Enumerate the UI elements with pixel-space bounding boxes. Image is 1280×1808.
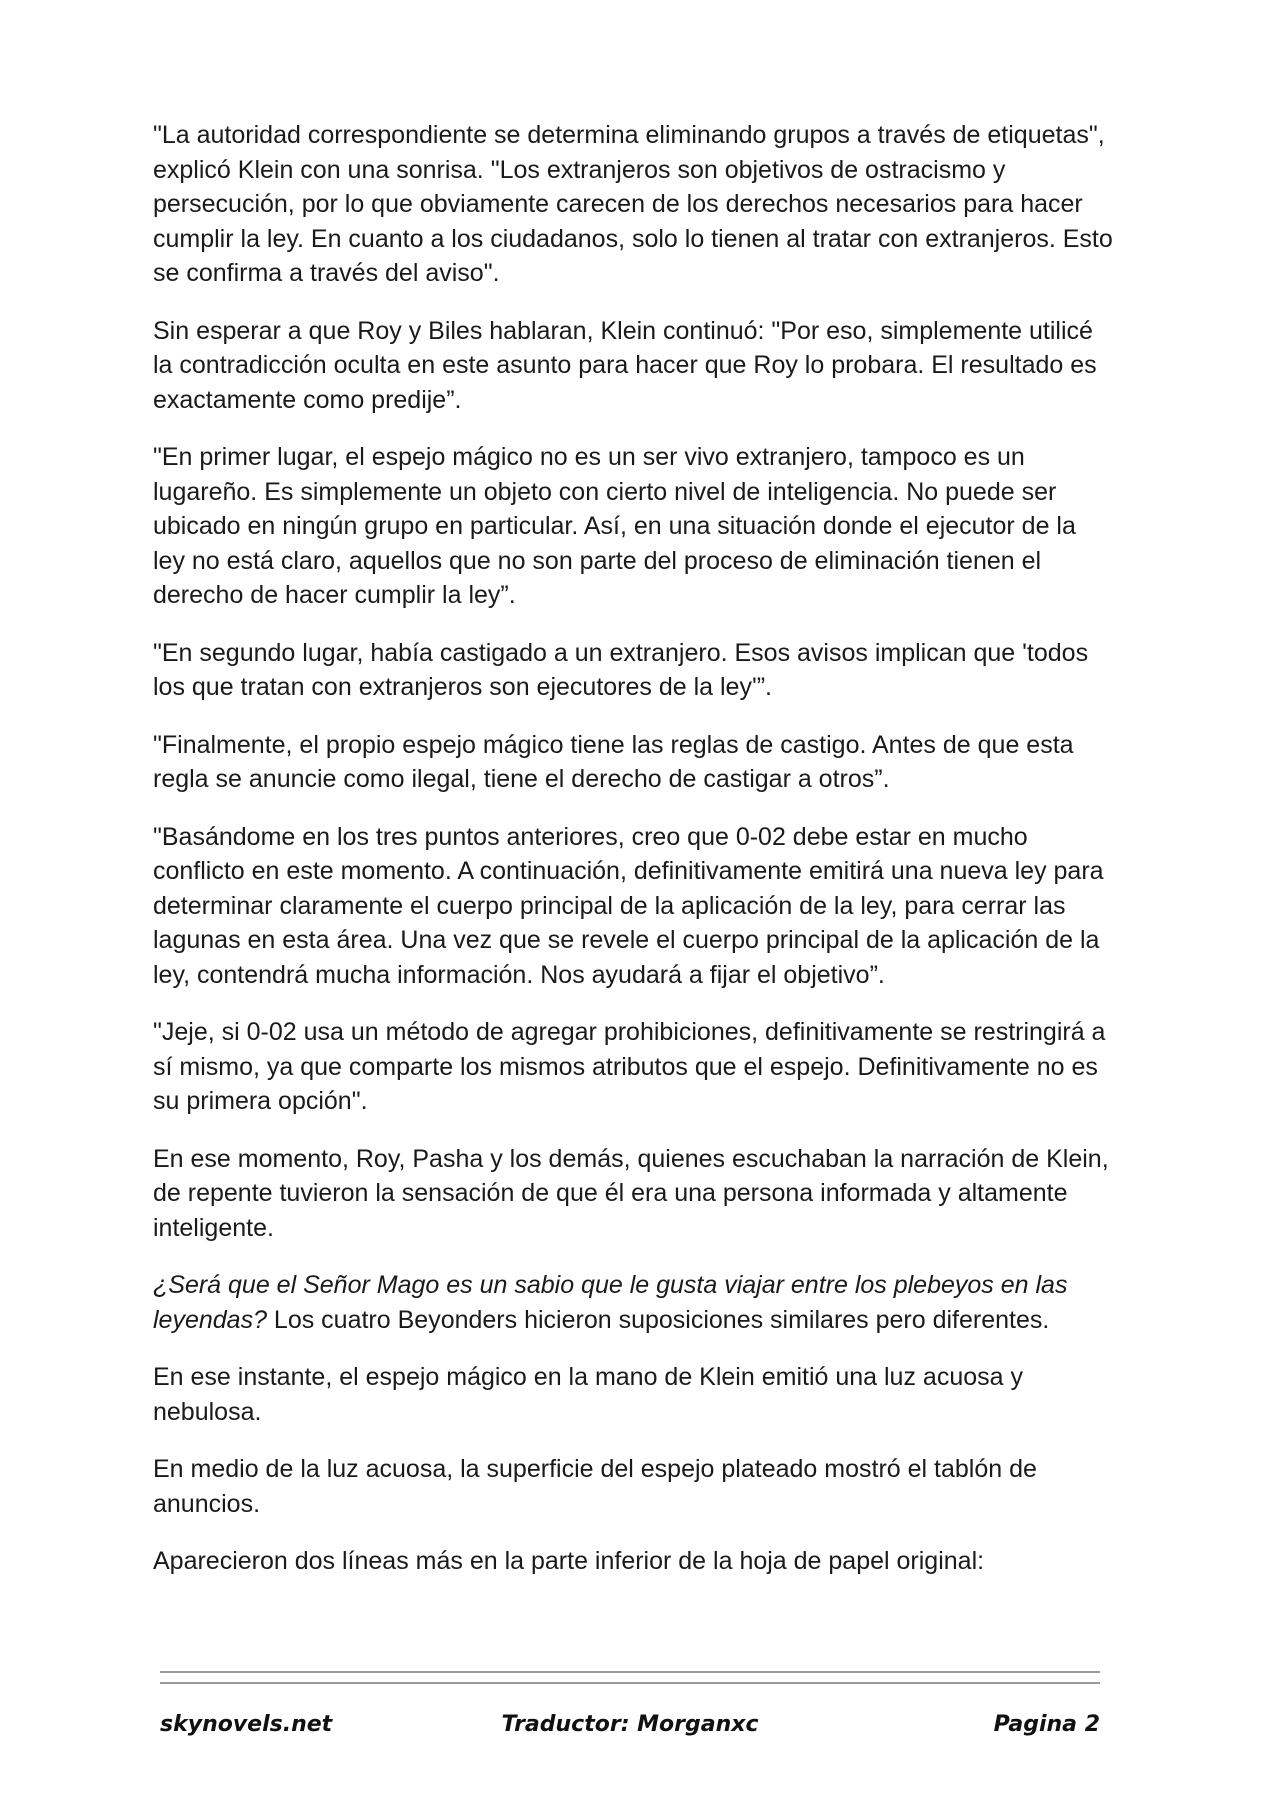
paragraph-9-text: Los cuatro Beyonders hicieron suposiciones similares pero diferentes. <box>266 1305 1050 1334</box>
paragraph-9-italic: ¿Será que el Señor Mago es un sabio que le gusta viajar entre los plebeyos en las leyendas? <box>153 1271 1068 1334</box>
footer-page-number: Pagina 2 <box>993 1712 1100 1737</box>
paragraph-7: "Jeje, si 0-02 usa un método de agregar prohibiciones, definitivamente se restringirá a sí mismo, ya que comparte los mismos atributos que el espejo. Definitivamente no es su primera opción". <box>153 1018 1106 1115</box>
paragraph-2: Sin esperar a que Roy y Biles hablaran, Klein continuó: "Por eso, simplemente utilicé la contradicción oculta en este asunto para hacer que Roy lo probara. El resultado es exactamente como predije”. <box>153 316 1097 414</box>
paragraph-9 <box>153 1268 1113 1337</box>
page-footer <box>160 1712 1100 1748</box>
paragraph-6: "Basándome en los tres puntos anteriores, creo que 0-02 debe estar en mucho conflicto en este momento. A continuación, definitivamente emitirá una nueva ley para determinar claramente el cuerpo principal de la aplicación de la ley, para cerrar las lagunas en esta área. Una vez que se revele el cuerpo principal de la aplicación de la ley, contendrá mucha información. Nos ayudará a fijar el objetivo”. <box>153 822 1104 989</box>
paragraph-11: En medio de la luz acuosa, la superficie del espejo plateado mostró el tablón de anuncios. <box>153 1455 1037 1518</box>
paragraph-8: En ese momento, Roy, Pasha y los demás, quienes escuchaban la narración de Klein, de repente tuvieron la sensación de que él era una persona informada y altamente inteligente. <box>153 1144 1109 1242</box>
paragraph-10: En ese instante, el espejo mágico en la mano de Klein emitió una luz acuosa y nebulosa. <box>153 1363 1023 1426</box>
paragraph-3: "En primer lugar, el espejo mágico no es un ser vivo extranjero, tampoco es un lugareño. Es simplemente un objeto con cierto nivel de inteligencia. No puede ser ubicado en ningún grupo en particular. Así, en una situación donde el ejecutor de la ley no está claro, aquellos que no son parte del proceso de eliminación tienen el derecho de hacer cumplir la ley”. <box>153 443 1076 609</box>
footer-divider-bottom <box>160 1682 1100 1684</box>
body-text <box>153 118 1113 1602</box>
paragraph-4: "En segundo lugar, había castigado a un extranjero. Esos avisos implican que 'todos los que tratan con extranjeros son ejecutores de la ley'”. <box>153 638 1089 701</box>
footer-translator: Traductor: Morganxc <box>501 1712 759 1737</box>
paragraph-12: Aparecieron dos líneas más en la parte inferior de la hoja de papel original: <box>153 1547 985 1575</box>
footer-site: skynovels.net <box>160 1712 333 1737</box>
footer-divider-top <box>160 1671 1100 1673</box>
paragraph-1: "La autoridad correspondiente se determina eliminando grupos a través de etiquetas", explicó Klein con una sonrisa. "Los extranjeros son objetivos de ostracismo y persecución, por lo que obviamente carecen de los derechos necesarios para hacer cumplir la ley. En cuanto a los ciudadanos, solo lo tienen al tratar con extranjeros. Esto se confirma a través del aviso". <box>153 121 1113 287</box>
paragraph-5: "Finalmente, el propio espejo mágico tiene las reglas de castigo. Antes de que esta regla se anuncie como ilegal, tiene el derecho de castigar a otros”. <box>153 730 1074 793</box>
